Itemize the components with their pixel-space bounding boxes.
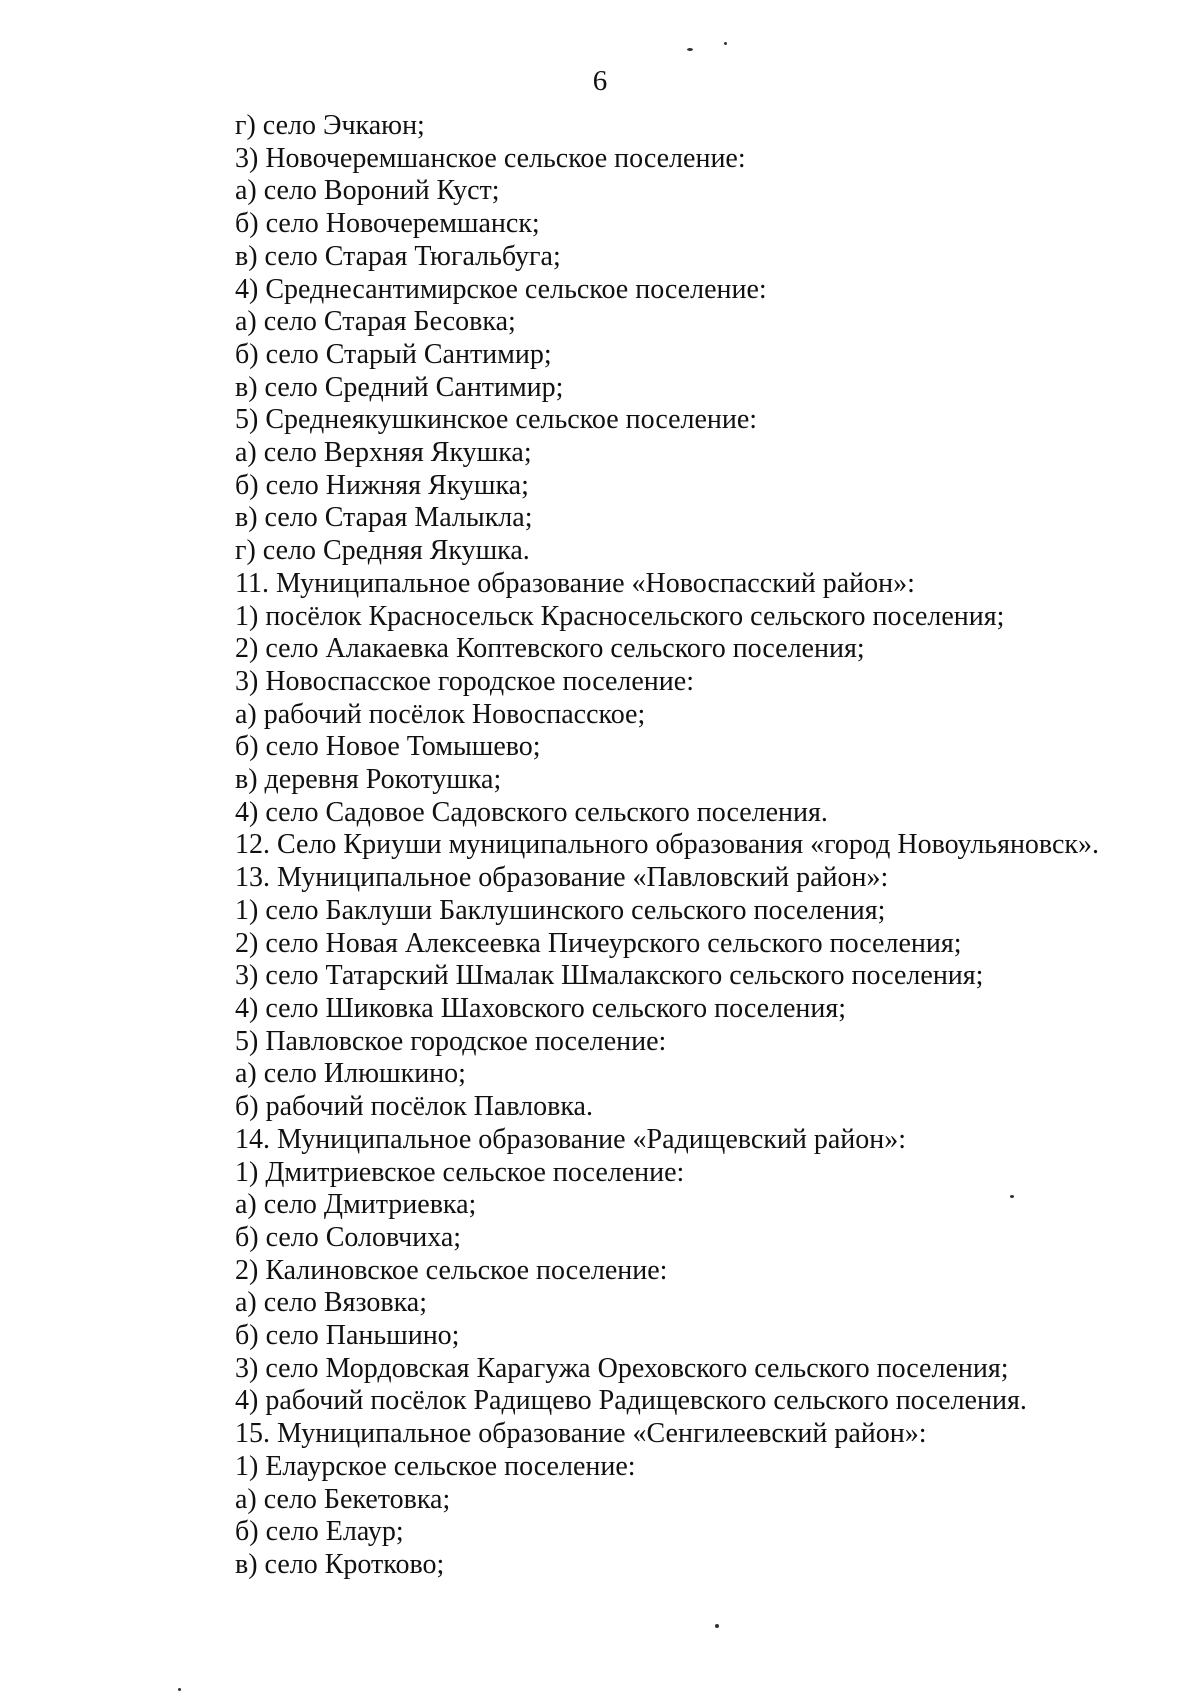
list-item: г) село Средняя Якушка. bbox=[235, 535, 530, 567]
list-item: 1) Дмитриевское сельское поселение: bbox=[235, 1156, 685, 1188]
list-item: а) село Верхняя Якушка; bbox=[235, 437, 532, 469]
list-item: а) село Бекетовка; bbox=[235, 1483, 451, 1515]
list-item: 4) село Шиковка Шаховского сельского поселения; bbox=[235, 992, 847, 1024]
list-item: б) рабочий посёлок Павловка. bbox=[235, 1091, 593, 1123]
scan-speck bbox=[178, 1688, 181, 1691]
list-item: в) село Старая Малыкла; bbox=[235, 502, 533, 534]
list-item: 5) Среднеякушкинское сельское поселение: bbox=[235, 404, 758, 436]
list-item: б) село Елаур; bbox=[235, 1516, 404, 1548]
list-item: 4) рабочий посёлок Радищево Радищевского сельского поселения. bbox=[235, 1385, 1027, 1417]
list-item: 3) Новочеремшанское сельское поселение: bbox=[235, 142, 746, 174]
list-item: 1) село Баклуши Баклушинского сельского поселения; bbox=[235, 894, 886, 926]
scan-speck bbox=[724, 42, 727, 45]
list-item: г) село Эчкаюн; bbox=[235, 110, 425, 141]
list-item: 2) село Алакаевка Коптевского сельского поселения; bbox=[235, 633, 865, 665]
list-item: 4) село Садовое Садовского сельского поселения. bbox=[235, 796, 828, 828]
scan-speck bbox=[1010, 1195, 1014, 1198]
scan-speck bbox=[687, 48, 693, 51]
list-item: 14. Муниципальное образование «Радищевский район»: bbox=[235, 1123, 906, 1155]
list-item: б) село Соловчиха; bbox=[235, 1221, 462, 1253]
list-item: 2) село Новая Алексеевка Пичеурского сельского поселения; bbox=[235, 927, 962, 959]
list-item: в) деревня Рокотушка; bbox=[235, 764, 502, 796]
list-item: 3) Новоспасское городское поселение: bbox=[235, 665, 694, 697]
list-item: б) село Паньшино; bbox=[235, 1320, 460, 1352]
list-item: а) село Вязовка; bbox=[235, 1287, 427, 1319]
list-item: б) село Новочеремшанск; bbox=[235, 208, 540, 240]
list-item: а) село Илюшкино; bbox=[235, 1058, 466, 1090]
list-item: 11. Муниципальное образование «Новоспасский район»: bbox=[235, 567, 915, 599]
list-item: 1) посёлок Красносельск Красносельского сельского поселения; bbox=[235, 600, 1005, 632]
list-item: в) село Кротково; bbox=[235, 1548, 445, 1580]
document-body bbox=[235, 110, 1175, 1582]
list-item: в) село Старая Тюгальбуга; bbox=[235, 240, 561, 272]
list-item: б) село Старый Сантимир; bbox=[235, 338, 552, 370]
list-item: 12. Село Криуши муниципального образования «город Новоульяновск». bbox=[235, 829, 1100, 861]
list-item: а) село Старая Бесовка; bbox=[235, 306, 516, 338]
list-item: б) село Новое Томышево; bbox=[235, 731, 541, 763]
list-item: 1) Елаурское сельское поселение: bbox=[235, 1450, 636, 1482]
list-item: 3) село Татарский Шмалак Шмалакского сельского поселения; bbox=[235, 960, 984, 992]
list-item: б) село Нижняя Якушка; bbox=[235, 469, 529, 501]
list-item: в) село Средний Сантимир; bbox=[235, 371, 564, 403]
list-item: 2) Калиновское сельское поселение: bbox=[235, 1254, 668, 1286]
list-item: а) село Вороний Куст; bbox=[235, 175, 500, 207]
list-item: а) село Дмитриевка; bbox=[235, 1189, 477, 1221]
scan-speck bbox=[715, 1624, 719, 1628]
list-item: 3) село Мордовская Карагужа Ореховского сельского поселения; bbox=[235, 1352, 1009, 1384]
list-item: а) рабочий посёлок Новоспасское; bbox=[235, 698, 646, 730]
page-number: 6 bbox=[592, 65, 608, 97]
list-item: 15. Муниципальное образование «Сенгилеевский район»: bbox=[235, 1418, 927, 1450]
list-item: 4) Среднесантимирское сельское поселение: bbox=[235, 273, 767, 305]
list-item: 13. Муниципальное образование «Павловский район»: bbox=[235, 862, 889, 894]
list-item: 5) Павловское городское поселение: bbox=[235, 1025, 667, 1057]
